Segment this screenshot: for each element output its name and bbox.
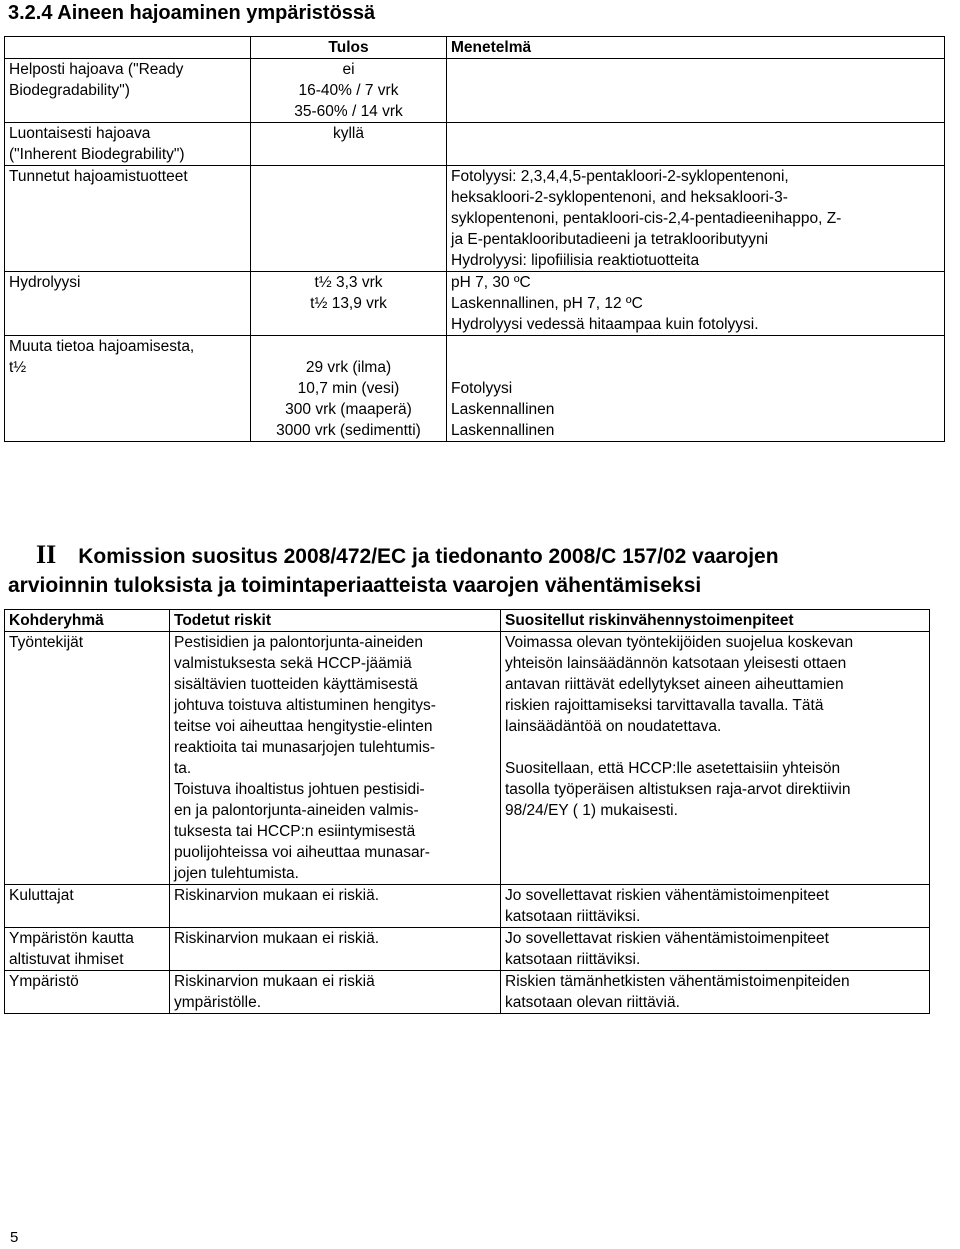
result-cell-line: ei (342, 61, 355, 78)
measures-cell-line: lainsäädäntöä on noudatettava. (505, 718, 722, 735)
risk-cell-line: Riskinarvion mukaan ei riskiä. (174, 930, 380, 947)
risk-cell-line: Riskinarvion mukaan ei riskiä. (174, 887, 380, 904)
measures-cell (501, 632, 930, 885)
risk-cell (170, 885, 501, 928)
property-cell (5, 166, 251, 272)
result-cell-line: 16-40% / 7 vrk (298, 82, 399, 99)
measures-cell-line: yhteisön lainsäädännön katsotaan yleisesti ottaen (505, 655, 847, 672)
property-cell-line: Hydrolyysi (9, 274, 81, 291)
method-cell-line: Hydrolyysi: lipofiilisia reaktiotuotteita (451, 252, 700, 269)
method-cell-line: pH 7, 30 ºC (451, 274, 531, 291)
measures-cell-line: katsotaan riittäviksi. (505, 951, 641, 968)
measures-cell-line: Suositellaan, että HCCP:lle asetettaisiin yhteisön (505, 760, 841, 777)
table-row (5, 123, 945, 166)
property-cell-line: Biodegradability") (9, 82, 130, 99)
result-cell-line (251, 336, 446, 357)
property-cell-line: Helposti hajoava ("Ready (9, 61, 184, 78)
risk-cell-line: sisältävien tuotteiden käyttämisestä (174, 676, 418, 693)
measures-cell-line: tasolla työperäisen altistuksen raja-arvot direktiivin (505, 781, 851, 798)
roman-numeral: II (36, 540, 57, 569)
property-cell-line: t½ (9, 359, 27, 376)
measures-cell (501, 971, 930, 1014)
risk-cell-line: puolijohteissa voi aiheuttaa munasar- (174, 844, 430, 861)
method-cell-line: Fotolyysi: 2,3,4,4,5-pentakloori-2-syklopentenoni, (451, 168, 789, 185)
page-number: 5 (10, 1229, 19, 1246)
result-cell-line: 29 vrk (ilma) (305, 359, 392, 376)
risk-cell-line: reaktioita tai munasarjojen tulehtumis- (174, 739, 436, 756)
risk-cell (170, 928, 501, 971)
risk-cell-line: johtuva toistuva altistuminen hengitys- (174, 697, 436, 714)
measures-cell-line: katsotaan olevan riittäviä. (505, 994, 680, 1011)
table-row (5, 885, 930, 928)
table-row (5, 971, 930, 1014)
measures-cell-line: Jo sovellettavat riskien vähentämistoimenpiteet (505, 887, 829, 904)
method-cell (447, 123, 945, 166)
risk-cell-line: teitse voi aiheuttaa hengitystie-elinten (174, 718, 433, 735)
column-header-tulos: Tulos (251, 37, 447, 59)
method-cell-line (451, 336, 944, 357)
result-cell-line: kyllä (332, 125, 364, 142)
risk-cell-line: ympäristölle. (174, 994, 261, 1011)
group-cell-line: Työntekijät (9, 634, 84, 651)
measures-cell-line: antavan riittävät edellytykset aineen aiheuttamien (505, 676, 844, 693)
result-cell (251, 123, 447, 166)
table-row (5, 166, 945, 272)
result-cell (251, 166, 447, 272)
result-cell (251, 336, 447, 442)
paragraph-gap (505, 737, 929, 758)
risk-cell-line: tuksesta tai HCCP:n esiintymisestä (174, 823, 416, 840)
method-cell-line: heksakloori-2-syklopentenoni, and heksakloori-3- (451, 189, 788, 206)
heading-line-2: arvioinnin tuloksista ja toimintaperiaatteista vaarojen vähentämiseksi (8, 574, 702, 597)
result-cell-line: 35-60% / 14 vrk (294, 103, 403, 120)
risk-cell (170, 971, 501, 1014)
risk-table (4, 609, 930, 1014)
column-header (5, 37, 251, 59)
table-row (5, 336, 945, 442)
property-cell (5, 59, 251, 123)
table-row (5, 632, 930, 885)
result-cell-line: 3000 vrk (sedimentti) (276, 422, 421, 439)
group-cell-line: altistuvat ihmiset (9, 951, 124, 968)
property-cell-line: Luontaisesti hajoava (9, 125, 151, 142)
risk-cell-line: valmistuksesta sekä HCCP-jäämiä (174, 655, 412, 672)
measures-cell-line: riskien rajoittamiseksi tarvittavalla tavalla. Tätä (505, 697, 824, 714)
property-cell (5, 272, 251, 336)
group-cell (5, 632, 170, 885)
heading-line-1: Komission suositus 2008/472/EC ja tiedonanto 2008/C 157/02 vaarojen (78, 545, 779, 568)
column-header-riskit: Todetut riskit (170, 610, 501, 632)
group-cell-line: Ympäristö (9, 973, 79, 990)
table-header-row (5, 610, 930, 632)
result-cell-line: 10,7 min (vesi) (297, 380, 400, 397)
method-cell (447, 272, 945, 336)
method-cell (447, 336, 945, 442)
section-title: 3.2.4 Aineen hajoaminen ympäristössä (8, 2, 376, 24)
result-cell-line: 300 vrk (maaperä) (285, 401, 412, 418)
measures-cell-line: Riskien tämänhetkisten vähentämistoimenpiteiden (505, 973, 850, 990)
method-cell-line: syklopentenoni, pentakloori-cis-2,4-pentadieenihappo, Z- (451, 210, 842, 227)
method-cell (447, 166, 945, 272)
measures-cell-line: 98/24/EY ( 1) mukaisesti. (505, 802, 678, 819)
risk-cell-line: en ja palontorjunta-aineiden valmis- (174, 802, 419, 819)
measures-cell-line: katsotaan riittäviksi. (505, 908, 641, 925)
measures-cell-line: Voimassa olevan työntekijöiden suojelua koskevan (505, 634, 854, 651)
method-cell-line: Hydrolyysi vedessä hitaampaa kuin fotolyysi. (451, 316, 759, 333)
property-cell-line: Muuta tietoa hajoamisesta, (9, 338, 195, 355)
group-cell-line: Ympäristön kautta (9, 930, 134, 947)
risk-cell-line: Toistuva ihoaltistus johtuen pestisidi- (174, 781, 425, 798)
measures-cell (501, 885, 930, 928)
table-header-row (5, 37, 945, 59)
method-cell-line: Laskennallinen (451, 401, 555, 418)
measures-cell-line: Jo sovellettavat riskien vähentämistoimenpiteet (505, 930, 829, 947)
risk-cell-line: jojen tulehtumista. (174, 865, 299, 882)
risk-cell-line: Riskinarvion mukaan ei riskiä (174, 973, 375, 990)
result-cell (251, 59, 447, 123)
property-cell-line: ("Inherent Biodegrability") (9, 146, 185, 163)
column-header-kohderyhma: Kohderyhmä (5, 610, 170, 632)
result-cell-line: t½ 13,9 vrk (310, 295, 387, 312)
group-cell (5, 971, 170, 1014)
method-cell-line: Laskennallinen (451, 422, 555, 439)
group-cell (5, 928, 170, 971)
result-cell-line: t½ 3,3 vrk (314, 274, 383, 291)
column-header-toimenpiteet: Suositellut riskinvähennystoimenpiteet (501, 610, 930, 632)
risk-cell-line: Pestisidien ja palontorjunta-aineiden (174, 634, 424, 651)
method-cell-line (451, 357, 944, 378)
group-cell (5, 885, 170, 928)
column-header-menetelma: Menetelmä (447, 37, 945, 59)
method-cell-line: Fotolyysi (451, 380, 513, 397)
risk-cell (170, 632, 501, 885)
table-row (5, 59, 945, 123)
biodegradation-table (4, 36, 945, 442)
property-cell (5, 123, 251, 166)
method-cell-line: Laskennallinen, pH 7, 12 ºC (451, 295, 643, 312)
table-row (5, 928, 930, 971)
property-cell (5, 336, 251, 442)
group-cell-line: Kuluttajat (9, 887, 74, 904)
method-cell-line: ja E-pentaklooributadieeni ja tetraklooributyyni (451, 231, 769, 248)
measures-cell (501, 928, 930, 971)
risk-cell-line: ta. (174, 760, 192, 777)
section-heading-2 (8, 540, 960, 600)
property-cell-line: Tunnetut hajoamistuotteet (9, 168, 188, 185)
method-cell (447, 59, 945, 123)
result-cell (251, 272, 447, 336)
table-row (5, 272, 945, 336)
